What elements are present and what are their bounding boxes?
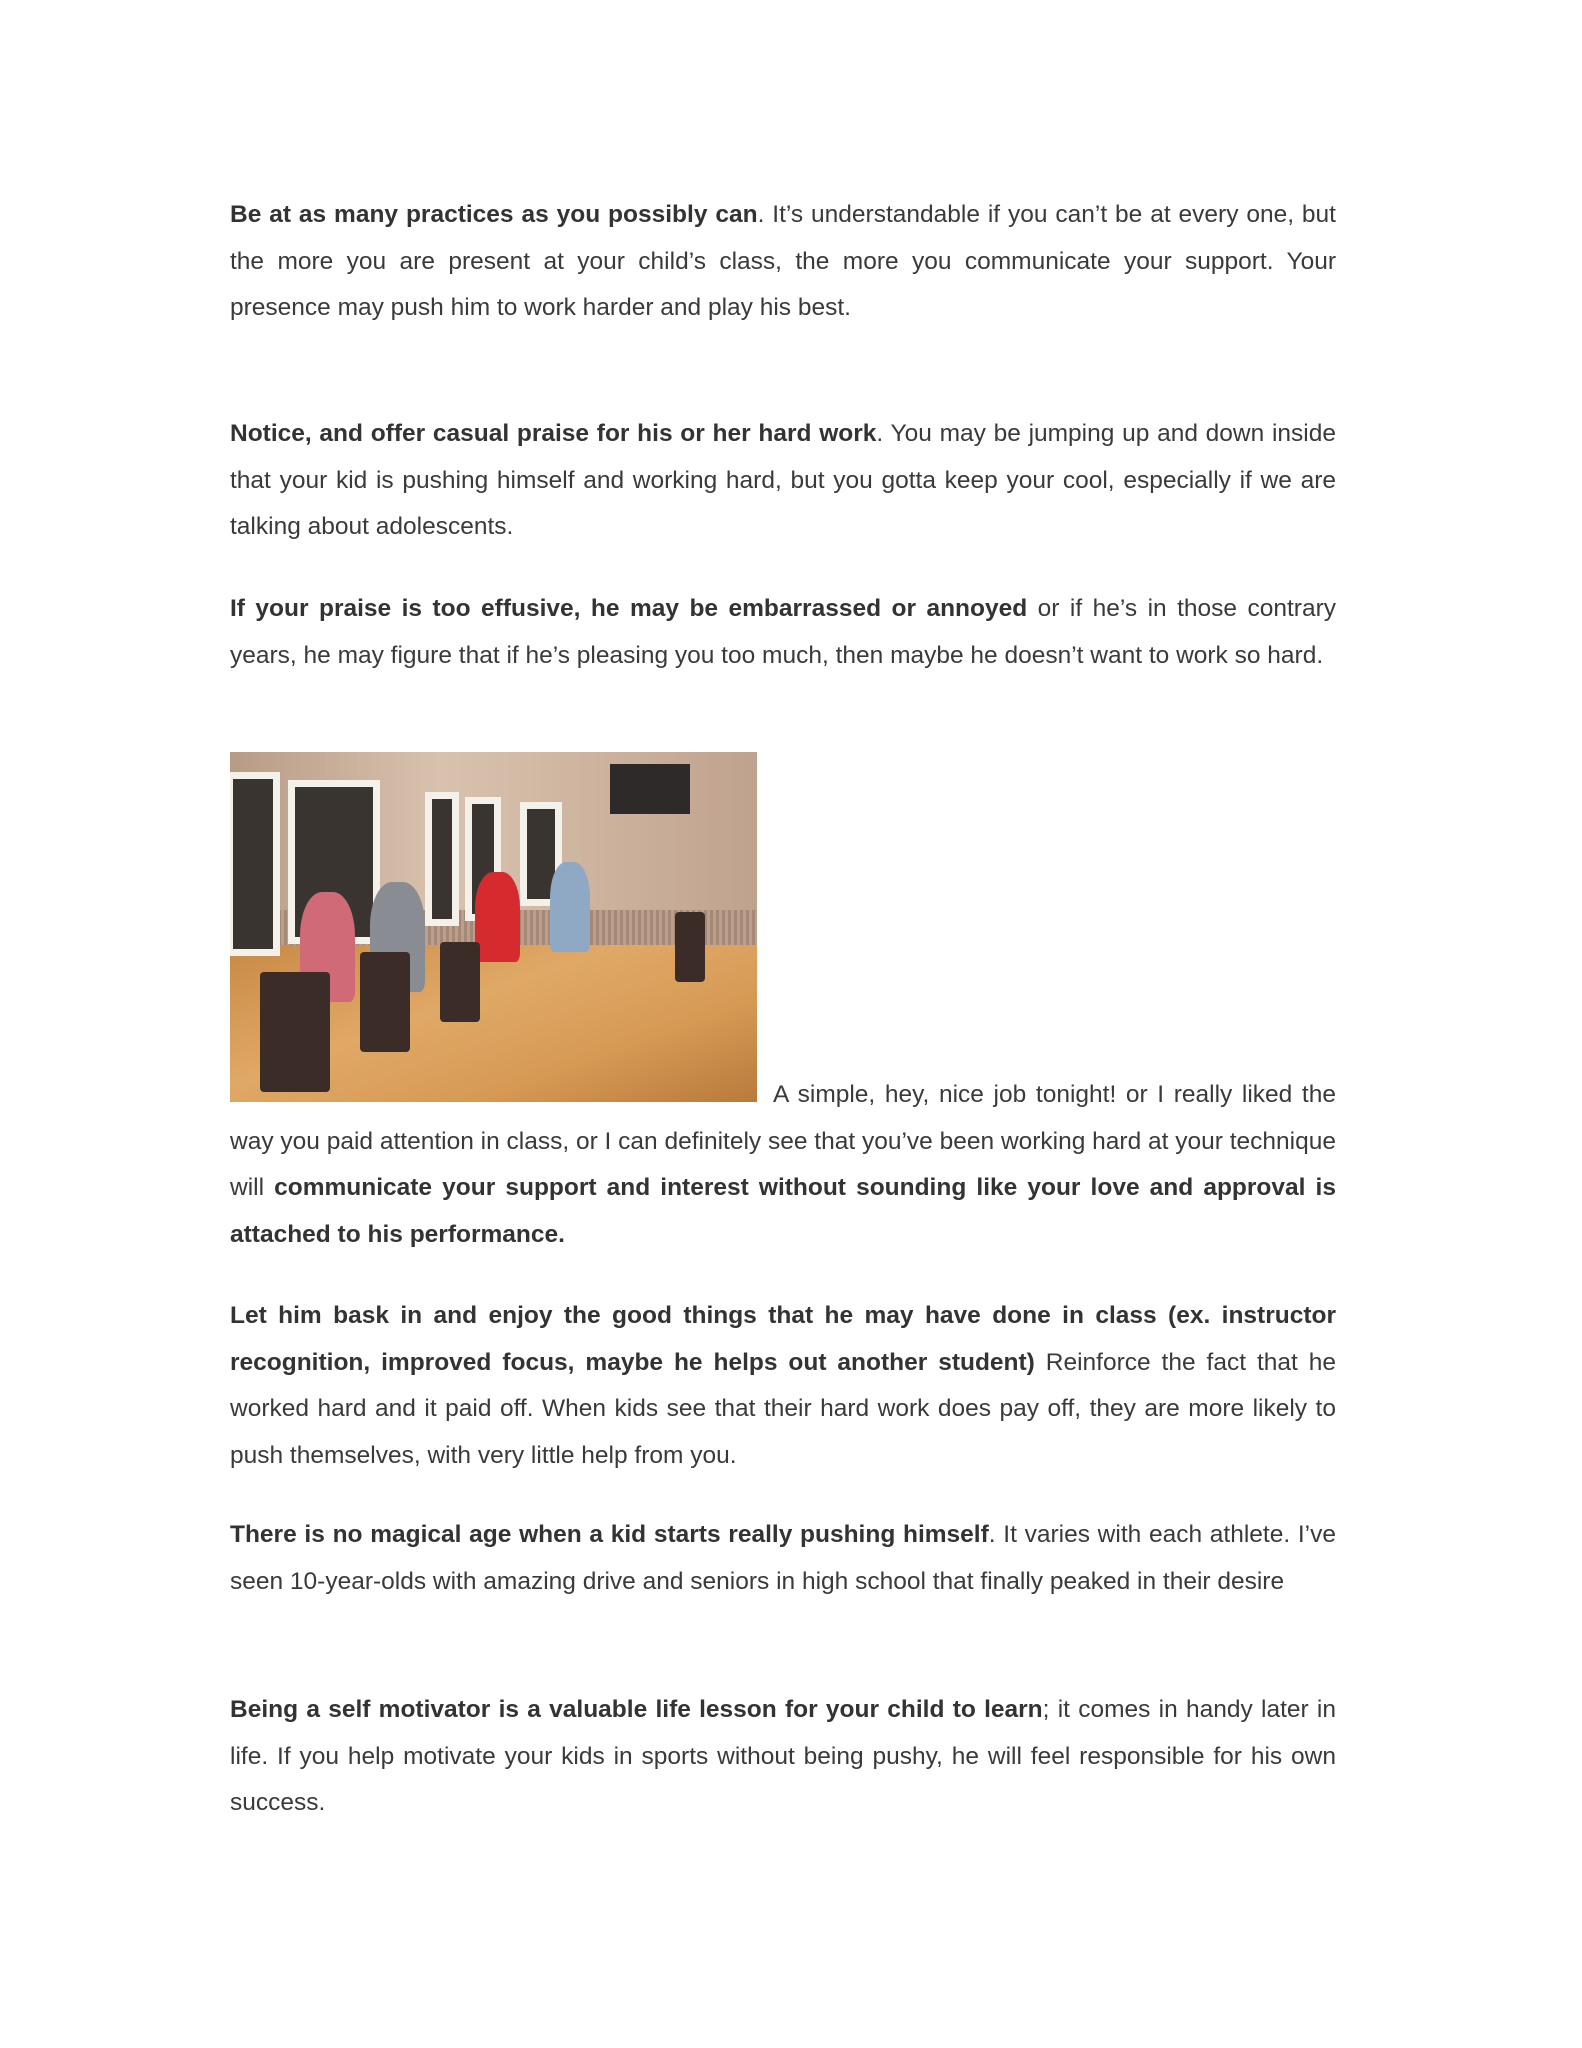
paragraph-heading: Be at as many practices as you possibly can	[230, 201, 758, 228]
paragraph-simple-praise	[230, 752, 1336, 1258]
paragraph-text: or if he’s in those contrary years, he may figure that if he’s pleasing you too much, then maybe he doesn’t want to work so hard.	[230, 595, 1336, 669]
paragraph-magical-age	[230, 1512, 1336, 1605]
paragraph-effusive	[230, 586, 1336, 679]
paragraph-heading: Let him bask in and enjoy the good things that he may have done in class (ex. instructor recognition, improved focus, maybe he helps out another student)	[230, 1302, 1336, 1376]
paragraph-heading: Notice, and offer casual praise for his or her hard work	[230, 420, 877, 447]
paragraph-emphasis: communicate your support and interest without sounding like your love and approval is attached to his performance.	[230, 1174, 1336, 1248]
parents-watching-class-photo	[230, 752, 757, 1102]
paragraph-practices	[230, 192, 1336, 332]
paragraph-text: . It varies with each athlete. I’ve seen 10-year-olds with amazing drive and seniors in high school that finally peaked in their desire	[230, 1521, 1337, 1595]
paragraph-bask	[230, 1293, 1336, 1479]
paragraph-praise	[230, 411, 1336, 551]
paragraph-text: Reinforce the fact that he worked hard and it paid off. When kids see that their hard work does pay off, they are more likely to push themselves, with very little help from you.	[230, 1348, 1336, 1469]
paragraph-text: . It’s understandable if you can’t be at every one, but the more you are present at your child’s class, the more you communicate your support. Your presence may push him to work harder and play his best.	[230, 201, 1336, 321]
paragraph-text: A simple, hey, nice job tonight! or I really liked the way you paid attention in class, or I can definitely see that you’ve been working hard at your technique will	[230, 1081, 1336, 1201]
paragraph-heading: There is no magical age when a kid starts really pushing himself	[230, 1521, 989, 1548]
paragraph-heading: If your praise is too effusive, he may be embarrassed or annoyed	[230, 595, 1028, 622]
paragraph-self-motivator	[230, 1687, 1336, 1827]
paragraph-heading: Being a self motivator is a valuable life lesson for your child to learn	[230, 1696, 1043, 1723]
paragraph-text: . You may be jumping up and down inside that your kid is pushing himself and working hard, but you gotta keep your cool, especially if we are talking about adolescents.	[230, 420, 1336, 540]
paragraph-text: ; it comes in handy later in life. If you help motivate your kids in sports without being pushy, he will feel responsible for his own success.	[230, 1696, 1336, 1816]
